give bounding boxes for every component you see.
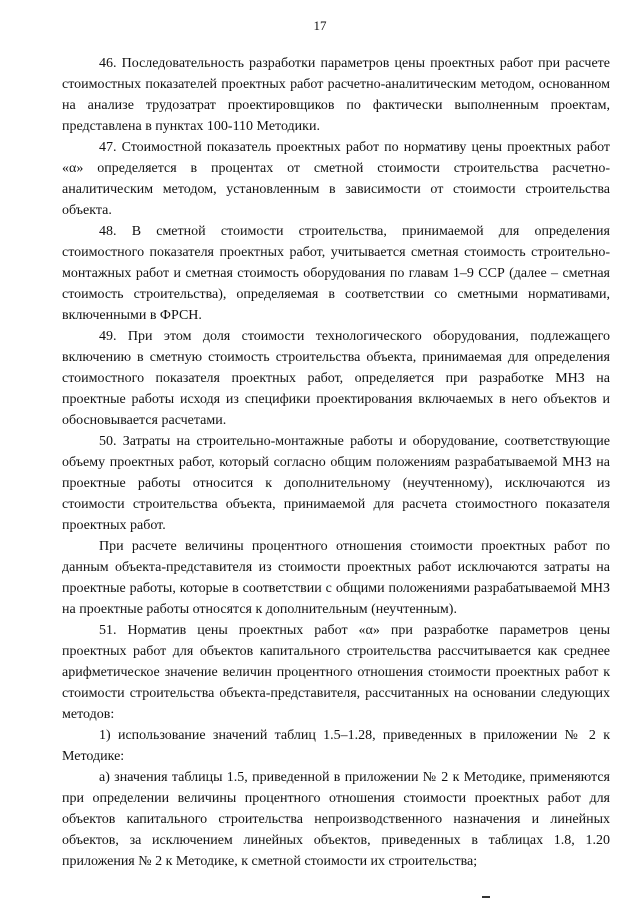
paragraph-51: 51. Норматив цены проектных работ «α» при разработке параметров цены проектных работ для объектов капитального строительства рассчитывается как среднее арифметическое значение величин процентного отношения стоимости проектных работ к стоимости строительства объекта-представителя, рассчитанных на основании следующих методов:	[62, 623, 610, 722]
paragraph-51-item-1a: а) значения таблицы 1.5, приведенной в приложении № 2 к Методике, применяются при определении величины процентного отношения стоимости проектных работ для объектов капитального строительства непроизводственного назначения и линейных объектов, за исключением линейных объектов, приведенных в таблицах 1.8, 1.20 приложения № 2 к Методике, к сметной стоимости их строительства;	[62, 770, 610, 869]
paragraph-49: 49. При этом доля стоимости технологического оборудования, подлежащего включению в сметную стоимость строительства объекта, принимаемая для определения стоимостного показателя проектных работ, определяется при разработке МНЗ на проектные работы исходя из специфики проектирования включаемых в него объектов и обосновывается расчетами.	[62, 329, 610, 428]
scan-artifact-mark	[482, 896, 490, 898]
paragraph-50: 50. Затраты на строительно-монтажные работы и оборудование, соответствующие объему проектных работ, который согласно общим положениям разрабатываемой МНЗ на проектные работы относится к дополнительному (неучтенному), исключаются из стоимости строительства объекта, принимаемой для расчета стоимостного показателя проектных работ.	[62, 434, 610, 533]
page-number: 17	[313, 18, 327, 33]
paragraph-46: 46. Последовательность разработки параметров цены проектных работ при расчете стоимостных показателей проектных работ расчетно-аналитическим методом, основанном на анализе трудозатрат проектировщиков по фактически выполненным проектам, представлена в пунктах 100-110 Методики.	[62, 56, 610, 134]
paragraph-47: 47. Стоимостной показатель проектных работ по нормативу цены проектных работ «α» определяется в процентах от сметной стоимости строительства расчетно-аналитическим методом, установленным в зависимости от стоимости строительства объекта.	[62, 140, 610, 218]
document-body	[62, 53, 610, 872]
paragraph-48: 48. В сметной стоимости строительства, принимаемой для определения стоимостного показателя проектных работ, учитывается сметная стоимость строительно-монтажных работ и сметная стоимость оборудования по главам 1–9 ССР (далее – сметная стоимость строительства), определяемая в соответствии со сметными нормативами, включенными в ФРСН.	[62, 224, 610, 323]
paragraph-50-continuation: При расчете величины процентного отношения стоимости проектных работ по данным объекта-представителя из стоимости проектных работ исключаются затраты на проектные работы, которые в соответствии с общими положениями разрабатываемой МНЗ на проектные работы относятся к дополнительным (неучтенным).	[62, 539, 610, 617]
paragraph-51-item-1: 1) использование значений таблиц 1.5–1.28, приведенных в приложении № 2 к Методике:	[62, 728, 610, 764]
